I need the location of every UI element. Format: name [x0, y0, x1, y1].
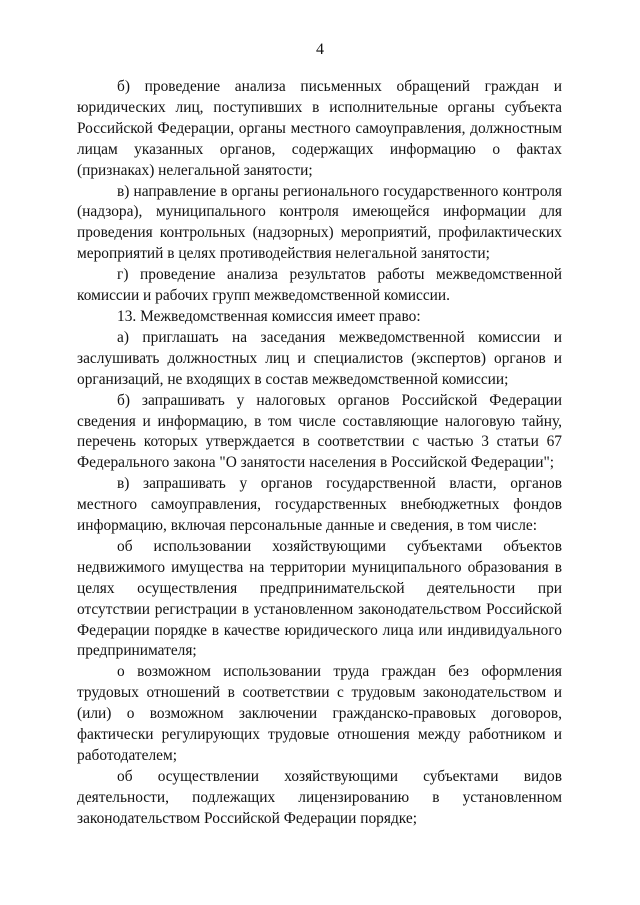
paragraph-a-invite: а) приглашать на заседания межведомственной комиссии и заслушивать должностных лиц и специалистов (экспертов) органов и организаций, не входящих в состав межведомственной комиссии; [77, 328, 562, 388]
paragraph-b-analysis: б) проведение анализа письменных обращений граждан и юридических лиц, поступивших в исполнительные органы субъекта Российской Федерации, органы местного самоуправления, должностным лицам указанных органов, содержащих информацию о фактах (признаках) нелегальной занятости; [77, 78, 562, 179]
item-labor-use: о возможном использовании труда граждан без оформления трудовых отношений в соответствии с трудовым законодательством и (или) о возможном заключении гражданско-правовых договоров, фактически регулирующих трудовые отношения между работником и работодателем; [77, 663, 562, 764]
paragraph-b-tax-request: б) запрашивать у налоговых органов Российской Федерации сведения и информацию, в том числе составляющие налоговую тайну, перечень которых утверждается в соответствии с частью 3 статьи 67 Федерального закона "О занятости населения в Российской Федерации"; [77, 391, 562, 472]
item-licensed-activity: об осуществлении хозяйствующими субъектами видов деятельности, подлежащих лицензированию в установленном законодательством Российской Федерации порядке; [77, 767, 562, 827]
page-number: 4 [316, 41, 324, 58]
paragraph-g-results: г) проведение анализа результатов работы межведомственной комиссии и рабочих групп межведомственной комиссии. [77, 266, 562, 305]
section-13-heading: 13. Межведомственная комиссия имеет право: [117, 307, 421, 325]
item-real-estate-use: об использовании хозяйствующими субъектами объектов недвижимого имущества на территории муниципального образования в целях осуществления предпринимательской деятельности при отсутствии регистрации в установленном законодательством Российской Федерации порядке в качестве юридического лица или индивидуального предпринимателя; [77, 537, 562, 660]
paragraph-v-direction: в) направление в органы регионального государственного контроля (надзора), муниципального контроля имеющейся информации для проведения контрольных (надзорных) мероприятий, профилактических мероприятий в целях противодействия нелегальной занятости; [77, 182, 562, 263]
document-body [77, 77, 562, 830]
paragraph-v-authorities-request: в) запрашивать у органов государственной власти, органов местного самоуправления, государственных внебюджетных фондов информацию, включая персональные данные и сведения, в том числе: [77, 475, 562, 535]
